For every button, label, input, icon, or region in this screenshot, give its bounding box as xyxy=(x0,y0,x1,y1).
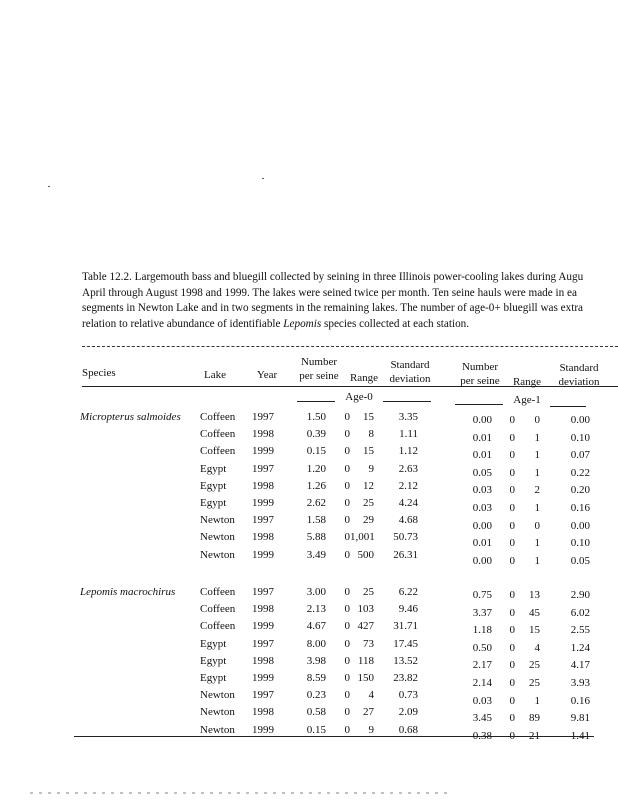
table-cell-lake: Coffeen xyxy=(200,620,236,633)
table-cell-rmin0: 0 xyxy=(344,548,350,561)
table-cell-n1: 3.45 xyxy=(472,712,492,725)
table-cell-sd1: 6.02 xyxy=(570,606,590,619)
table-cell-year: 1998 xyxy=(252,654,274,667)
header-species: Species xyxy=(82,367,116,379)
table-cell-rmin0: 0 xyxy=(344,531,350,544)
table-cell-rmin0: 0 xyxy=(344,620,350,633)
table-cell-rmin1: 0 xyxy=(509,466,515,479)
table-cell-n1: 2.17 xyxy=(472,659,492,672)
table-cell-year: 1999 xyxy=(252,620,274,633)
table-cell-sd1: 9.81 xyxy=(570,712,590,725)
table-cell-rmin1: 0 xyxy=(509,659,515,672)
table-cell-rmin1: 0 xyxy=(509,606,515,619)
table-cell-rmax0: 427 xyxy=(357,620,374,633)
table-cell-lake: Newton xyxy=(200,689,235,702)
table-cell-sd1: 1.41 xyxy=(570,729,590,742)
table-cell-lake: Egypt xyxy=(200,672,227,684)
table-cell-year: 1998 xyxy=(252,531,274,544)
table-cell-rmax0: 500 xyxy=(357,548,374,561)
table-cell-sd0: 9.46 xyxy=(398,603,418,616)
table-cell-rmax1: 1 xyxy=(534,466,540,479)
table-cell-sd1: 0.16 xyxy=(570,694,590,707)
table-cell-n1: 0.03 xyxy=(472,694,492,707)
table-cell-n0: 0.15 xyxy=(306,723,326,736)
table-cell-sd0: 2.63 xyxy=(398,462,418,475)
table-cell-rmin0: 0 xyxy=(344,428,350,441)
table-cell-lake: Newton xyxy=(200,514,235,527)
table-cell-year: 1997 xyxy=(252,514,274,527)
table-cell-n0: 0.15 xyxy=(306,445,326,458)
table-cell-lake: Coffeen xyxy=(200,603,236,616)
table-cell-rmin1: 0 xyxy=(509,641,515,654)
table-cell-rmin1: 0 xyxy=(509,502,515,515)
table-cell-rmax0: 9 xyxy=(368,462,374,475)
header-underline xyxy=(82,386,618,387)
age0-left-rule xyxy=(297,401,335,402)
table-cell-rmin1: 0 xyxy=(509,414,515,426)
table-cell-rmin0: 0 xyxy=(344,723,350,736)
table-cell-rmin1: 0 xyxy=(509,729,515,742)
table-cell-n0: 0.23 xyxy=(306,689,326,702)
table-cell-rmin1: 0 xyxy=(509,694,515,707)
header-range: Range xyxy=(349,372,379,384)
table-cell-n0: 2.13 xyxy=(306,603,326,616)
table-cell-rmin0: 0 xyxy=(344,586,350,598)
header-number2-line1: Number xyxy=(461,361,499,373)
table-cell-sd0: 0.68 xyxy=(398,723,418,736)
header-std2-line2: deviation xyxy=(558,376,600,388)
table-cell-rmax0: 150 xyxy=(357,672,374,684)
table-cell-n1: 0.03 xyxy=(472,502,492,515)
table-cell-lake: Newton xyxy=(200,706,235,719)
table-cell-n1: 0.00 xyxy=(472,554,492,567)
table-cell-n1: 0.01 xyxy=(472,537,492,550)
table-cell-n0: 1.20 xyxy=(306,462,326,475)
table-cell-n0: 2.62 xyxy=(306,497,326,509)
table-cell-sd1: 0.05 xyxy=(570,554,590,567)
table-cell-sd0: 23.82 xyxy=(393,672,418,684)
table-cell-rmax0: 4 xyxy=(368,689,374,702)
table-cell-n0: 1.26 xyxy=(306,479,326,492)
table-cell-sd0: 4.24 xyxy=(398,497,418,509)
table-cell-rmax1: 1 xyxy=(534,431,540,444)
table-cell-rmin0: 0 xyxy=(344,637,350,650)
table-cell-sd0: 1.11 xyxy=(399,428,418,441)
table-cell-sd1: 0.22 xyxy=(570,466,590,479)
table-cell-n1: 0.38 xyxy=(472,729,492,742)
table-cell-rmax0: 25 xyxy=(363,497,374,509)
table-cell-rmax0: 118 xyxy=(357,654,374,667)
table-cell-sd0: 3.35 xyxy=(398,411,418,423)
table-cell-n1: 0.50 xyxy=(472,641,492,654)
table-cell-lake: Coffeen xyxy=(200,428,236,441)
table-cell-lake: Coffeen xyxy=(200,411,236,423)
table-cell-year: 1998 xyxy=(252,428,274,441)
table-cell-sd1: 0.00 xyxy=(570,519,590,532)
table-cell-rmin0: 0 xyxy=(344,445,350,458)
table-cell-sd1: 0.20 xyxy=(570,484,590,497)
table-cell-rmax1: 89 xyxy=(529,712,540,725)
table-cell-n1: 0.01 xyxy=(472,449,492,462)
table-cell-lake: Egypt xyxy=(200,497,227,509)
table-cell-sd1: 4.17 xyxy=(570,659,590,672)
table-cell-sd0: 31.71 xyxy=(393,620,418,633)
table-cell-rmax1: 2 xyxy=(534,484,540,497)
table-cell-rmax1: 1 xyxy=(534,554,540,567)
table-cell-rmax0: 12 xyxy=(363,479,374,492)
caption-line: April through August 1998 and 1999. The lakes were seined twice per month. Ten seine hauls were made in ea xyxy=(82,286,577,299)
table-cell-rmin1: 0 xyxy=(509,554,515,567)
table-cell-rmax0: 8 xyxy=(368,428,374,441)
table-cell-year: 1997 xyxy=(252,586,274,598)
table-cell-rmin0: 0 xyxy=(344,672,350,684)
table-cell-lake: Newton xyxy=(200,548,235,561)
scan-speck xyxy=(262,178,264,179)
table-cell-lake: Newton xyxy=(200,723,235,736)
table-cell-year: 1998 xyxy=(252,603,274,616)
table-cell-rmin0: 0 xyxy=(344,462,350,475)
header-range2: Range xyxy=(512,376,542,388)
table-cell-sd0: 2.12 xyxy=(398,479,418,492)
table-cell-rmin1: 0 xyxy=(509,677,515,690)
header-year: Year xyxy=(256,369,278,381)
table-cell-rmax0: 15 xyxy=(363,445,374,458)
table-cell-n1: 0.00 xyxy=(472,414,492,426)
table-cell-sd0: 2.09 xyxy=(398,706,418,719)
table-cell-n1: 3.37 xyxy=(472,606,492,619)
table-cell-rmax0: 25 xyxy=(363,586,374,598)
header-lake: Lake xyxy=(204,369,226,381)
table-cell-year: 1997 xyxy=(252,462,274,475)
table-cell-lake: Egypt xyxy=(200,654,227,667)
table-cell-n1: 0.05 xyxy=(472,466,492,479)
table-cell-n0: 1.50 xyxy=(306,411,326,423)
table-cell-n0: 3.98 xyxy=(306,654,326,667)
table-cell-sd1: 3.93 xyxy=(570,677,590,690)
table-cell-rmax1: 1 xyxy=(534,694,540,707)
caption-line: segments in Newton Lake and in two segments in the remaining lakes. The number of age-0+ bluegill was extra xyxy=(82,302,584,314)
header-number-line2: per seine xyxy=(299,370,339,382)
table-cell-rmin1: 0 xyxy=(509,624,515,637)
table-cell-sd1: 1.24 xyxy=(570,641,590,654)
table-cell-year: 1999 xyxy=(252,497,274,509)
table-cell-year: 1997 xyxy=(252,411,274,423)
table-cell-year: 1998 xyxy=(252,479,274,492)
table-cell-n1: 0.03 xyxy=(472,484,492,497)
header-number2-line2: per seine xyxy=(460,375,500,387)
table-cell-sd1: 2.55 xyxy=(570,624,590,637)
table-cell-n1: 0.75 xyxy=(472,589,492,601)
species-name: Lepomis macrochirus xyxy=(80,586,176,598)
species-name: Micropterus salmoides xyxy=(80,411,181,423)
header-number-line1: Number xyxy=(300,356,338,368)
table-cell-rmax1: 45 xyxy=(529,606,540,619)
table-cell-n0: 8.00 xyxy=(306,637,326,650)
table-cell-rmax1: 13 xyxy=(529,589,540,601)
table-cell-rmin1: 0 xyxy=(509,431,515,444)
table-cell-rmax1: 4 xyxy=(534,641,540,654)
header-std2-line1: Standard xyxy=(559,362,599,374)
table-cell-rmax0: 27 xyxy=(363,706,374,719)
table-cell-sd1: 0.07 xyxy=(570,449,590,462)
table-cell-lake: Egypt xyxy=(200,462,227,475)
table-cell-lake: Egypt xyxy=(200,637,227,650)
table-cell-lake: Newton xyxy=(200,531,235,544)
caption-line: Table 12.2. Largemouth bass and bluegill collected by seining in three Illinois power-cooling lakes during Augu xyxy=(82,271,584,283)
table-cell-year: 1999 xyxy=(252,445,274,458)
table-cell-rmax1: 21 xyxy=(529,729,540,742)
age0-label: Age-0 xyxy=(345,391,373,403)
table-cell-rmin0: 0 xyxy=(344,654,350,667)
table-cell-rmax0: 73 xyxy=(363,637,374,650)
table-cell-rmax0: 9 xyxy=(368,723,374,736)
table-cell-n0: 1.58 xyxy=(306,514,326,527)
table-top-rule xyxy=(82,346,618,347)
table-cell-rmin0: 0 xyxy=(344,603,350,616)
table-cell-n0: 3.00 xyxy=(306,586,326,598)
table-cell-rmin1: 0 xyxy=(509,589,515,601)
scan-speck xyxy=(48,186,50,187)
table-cell-year: 1999 xyxy=(252,672,274,684)
table-cell-n0: 0.39 xyxy=(306,428,326,441)
header-std-line1: Standard xyxy=(390,359,430,371)
table-cell-rmin0: 0 xyxy=(344,411,350,423)
table-cell-sd1: 0.10 xyxy=(570,537,590,550)
table-cell-lake: Egypt xyxy=(200,479,227,492)
table-cell-n0: 8.59 xyxy=(306,672,326,684)
table-cell-year: 1997 xyxy=(252,637,274,650)
table-cell-rmin1: 0 xyxy=(509,449,515,462)
table-cell-n0: 5.88 xyxy=(306,531,326,544)
table-cell-rmin1: 0 xyxy=(509,537,515,550)
table-cell-rmax0: 15 xyxy=(363,411,374,423)
table-cell-sd0: 50.73 xyxy=(393,531,418,544)
table-cell-rmax1: 1 xyxy=(534,449,540,462)
header-std-line2: deviation xyxy=(389,373,431,385)
table-cell-lake: Coffeen xyxy=(200,586,236,598)
table-cell-rmax1: 25 xyxy=(529,659,540,672)
table-cell-n1: 1.18 xyxy=(472,624,492,637)
table-caption xyxy=(82,270,618,332)
table-cell-sd0: 17.45 xyxy=(393,637,418,650)
table-cell-rmin0: 0 xyxy=(344,706,350,719)
table-cell-sd0: 6.22 xyxy=(398,586,418,598)
table-cell-n1: 0.00 xyxy=(472,519,492,532)
table-cell-sd0: 4.68 xyxy=(398,514,418,527)
age1-label: Age-1 xyxy=(513,394,541,406)
table-cell-n0: 4.67 xyxy=(306,620,326,633)
age1-left-rule xyxy=(455,404,503,405)
table-cell-rmax0: 29 xyxy=(363,514,374,527)
table-cell-n1: 2.14 xyxy=(472,677,492,690)
table-cell-rmax1: 1 xyxy=(534,537,540,550)
table-cell-year: 1998 xyxy=(252,706,274,719)
table-cell-sd0: 1.12 xyxy=(398,445,418,458)
table-cell-rmin0: 0 xyxy=(344,689,350,702)
table-cell-sd1: 0.00 xyxy=(570,414,590,426)
table-cell-year: 1999 xyxy=(252,723,274,736)
table-cell-rmax1: 25 xyxy=(529,677,540,690)
scan-footer-noise xyxy=(30,792,450,794)
table-cell-n0: 0.58 xyxy=(306,706,326,719)
caption-line: relation to relative abundance of identifiable Lepomis species collected at each station. xyxy=(82,317,470,330)
table-bottom-rule xyxy=(74,736,594,737)
table-cell-rmin0: 0 xyxy=(344,479,350,492)
table-cell-rmax1: 0 xyxy=(534,414,540,426)
table-cell-sd1: 0.16 xyxy=(570,502,590,515)
table-cell-rmax1: 15 xyxy=(529,624,540,637)
age0-right-rule xyxy=(383,401,431,402)
table-cell-rmax0: 103 xyxy=(357,603,374,616)
table-cell-sd0: 0.73 xyxy=(398,689,418,702)
table-cell-n1: 0.01 xyxy=(472,431,492,444)
age1-right-rule xyxy=(550,406,586,407)
table-cell-sd0: 13.52 xyxy=(393,654,418,667)
table-cell-n0: 3.49 xyxy=(306,548,326,561)
table-cell-sd1: 2.90 xyxy=(570,589,590,601)
table-cell-rmax0: 1,001 xyxy=(350,531,375,544)
table-cell-year: 1999 xyxy=(252,548,274,561)
table-cell-sd1: 0.10 xyxy=(570,431,590,444)
table-cell-rmin1: 0 xyxy=(509,712,515,725)
table-cell-sd0: 26.31 xyxy=(393,548,418,561)
table-cell-rmin1: 0 xyxy=(509,519,515,532)
table-cell-year: 1997 xyxy=(252,689,274,702)
table-cell-lake: Coffeen xyxy=(200,445,236,458)
table-cell-rmin0: 0 xyxy=(344,514,350,527)
table-cell-rmax1: 0 xyxy=(534,519,540,532)
table-cell-rmin0: 0 xyxy=(344,497,350,509)
table-cell-rmax1: 1 xyxy=(534,502,540,515)
table-cell-rmin1: 0 xyxy=(509,484,515,497)
